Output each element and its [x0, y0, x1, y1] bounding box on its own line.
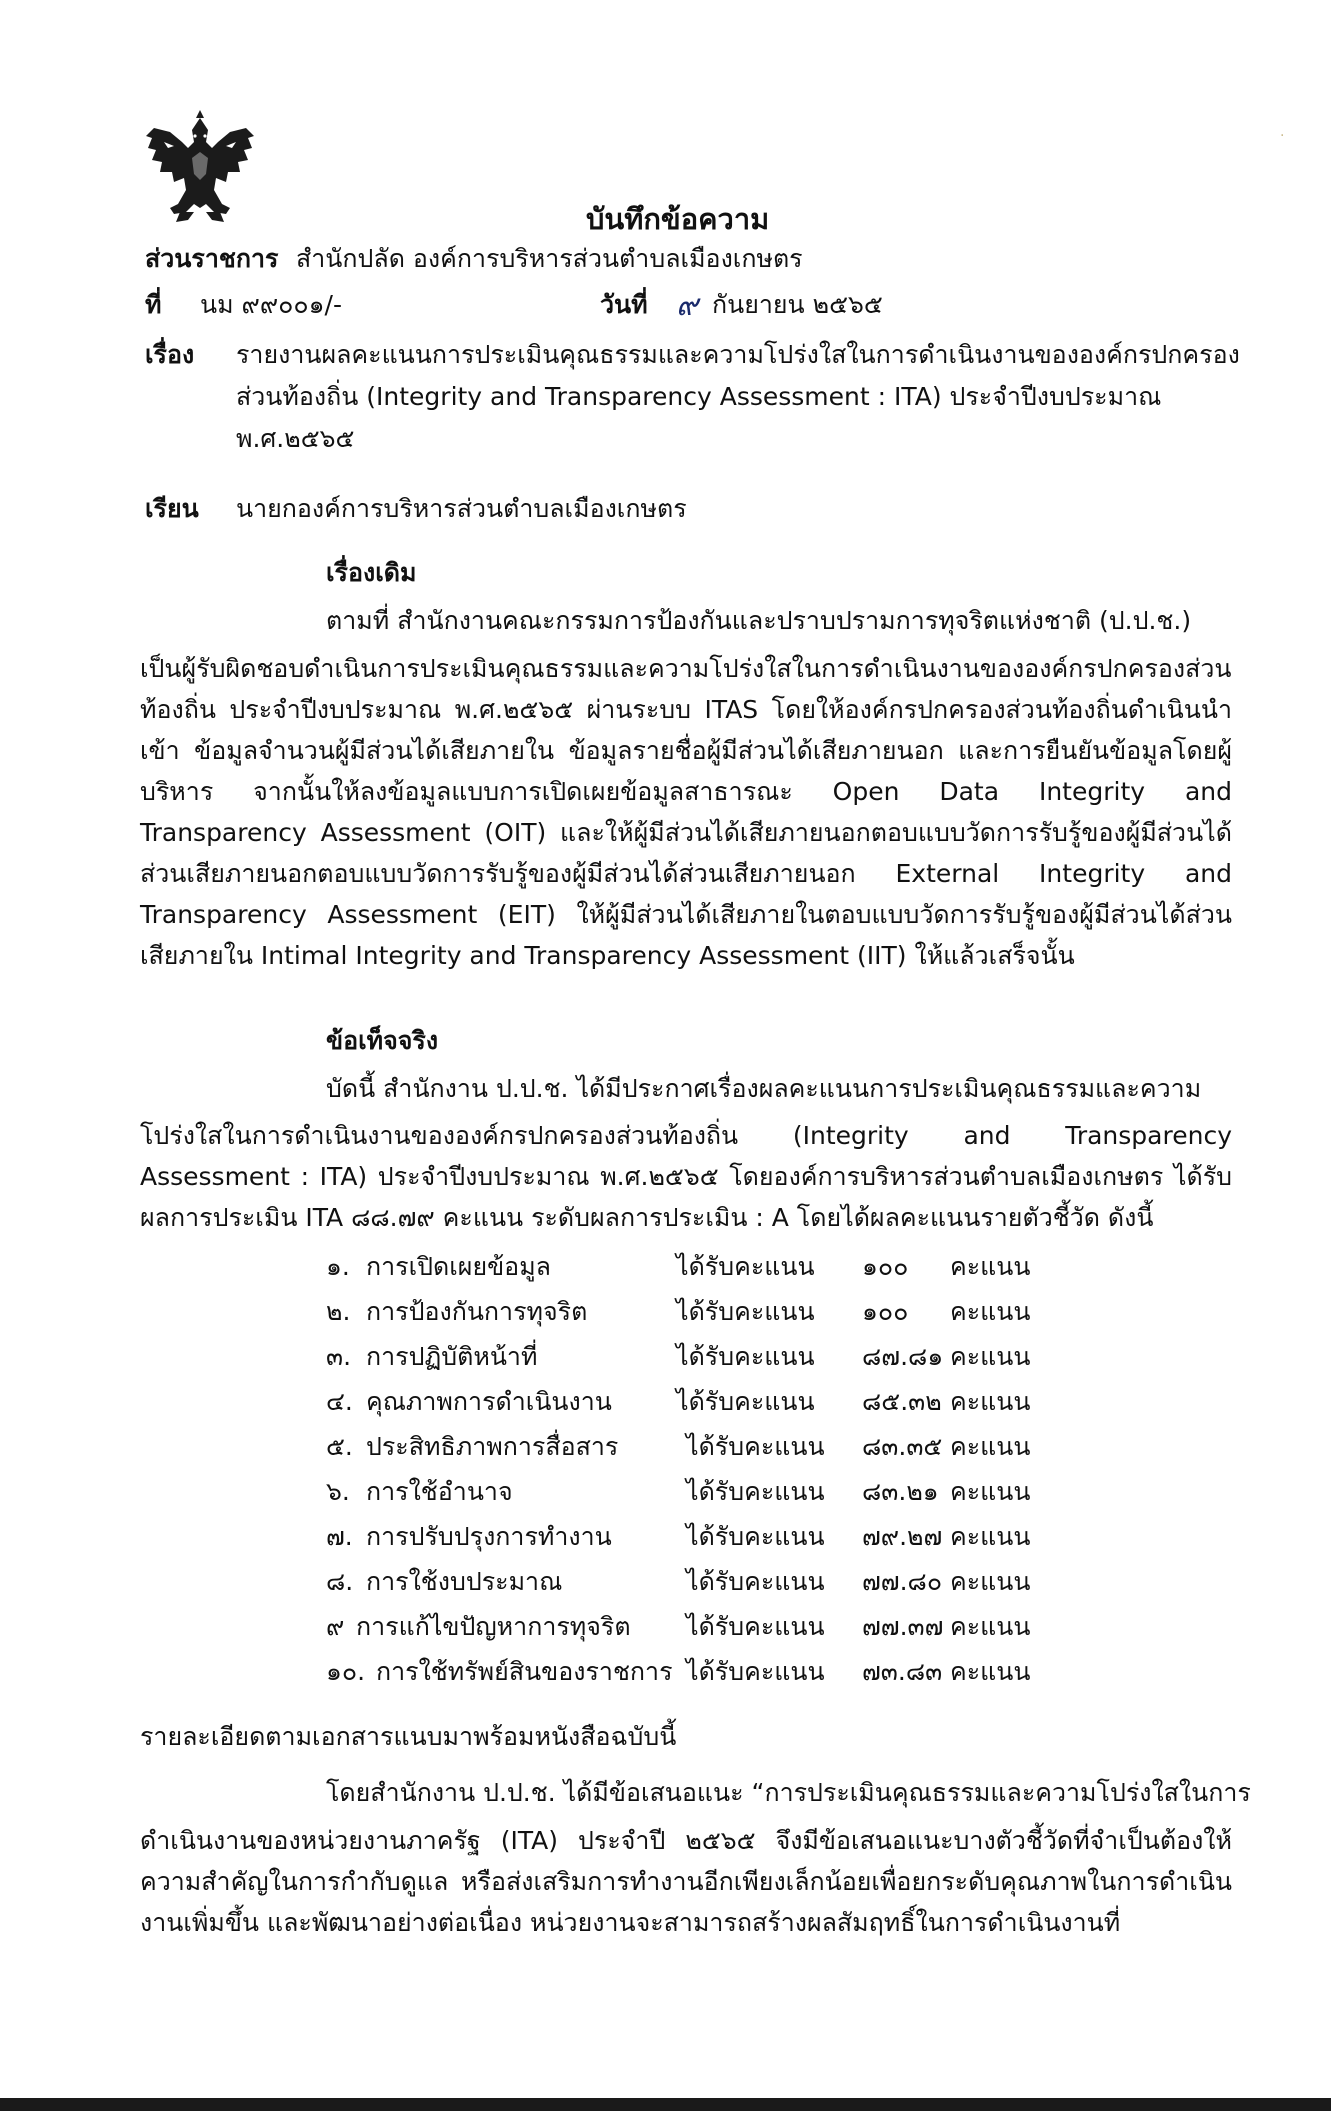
score-row	[0, 1655, 1331, 1699]
score-value: ๗๙.๒๗	[862, 1522, 943, 1551]
date-month-year: กันยายน ๒๕๖๕	[712, 290, 883, 319]
score-number: ๑.	[326, 1252, 350, 1281]
garuda-emblem-icon	[140, 108, 260, 226]
score-row	[0, 1295, 1331, 1339]
score-row	[0, 1610, 1331, 1654]
score-value: ๑๐๐	[862, 1252, 909, 1281]
score-unit-label: คะแนน	[950, 1342, 1031, 1371]
score-received-label: ได้รับคะแนน	[686, 1432, 825, 1461]
score-indicator-name: การป้องกันการทุจริต	[366, 1297, 588, 1326]
score-indicator-name: การปรับปรุงการทำงาน	[366, 1522, 612, 1551]
score-unit-label: คะแนน	[950, 1477, 1031, 1506]
score-number: ๔.	[326, 1387, 353, 1416]
score-indicator-name: การใช้ทรัพย์สินของราชการ	[376, 1657, 673, 1686]
score-number: ๖.	[326, 1477, 350, 1506]
score-received-label: ได้รับคะแนน	[686, 1612, 825, 1641]
facts-first-line: บัดนี้ สำนักงาน ป.ป.ช. ได้มีประกาศเรื่องผลคะแนนการประเมินคุณธรรมและความ	[326, 1074, 1202, 1103]
score-indicator-name: คุณภาพการดำเนินงาน	[366, 1387, 612, 1416]
subject-line-2: ส่วนท้องถิ่น (Integrity and Transparency Assessment : ITA) ประจำปีงบประมาณ	[236, 382, 1162, 411]
subject-line-1: รายงานผลคะแนนการประเมินคุณธรรมและความโปร่งใสในการดำเนินงานขององค์กรปกครอง	[236, 340, 1240, 369]
score-row	[0, 1250, 1331, 1294]
ref-value: นม ๙๙๐๐๑/-	[200, 290, 342, 319]
background-heading: เรื่องเดิม	[326, 558, 417, 587]
score-number: ๕.	[326, 1432, 353, 1461]
score-row	[0, 1475, 1331, 1519]
score-number: ๓.	[326, 1342, 352, 1371]
score-unit-label: คะแนน	[950, 1657, 1031, 1686]
attachment-note: รายละเอียดตามเอกสารแนบมาพร้อมหนังสือฉบับนี้	[140, 1722, 677, 1751]
score-indicator-name: การใช้งบประมาณ	[366, 1567, 563, 1596]
score-unit-label: คะแนน	[950, 1432, 1031, 1461]
scan-speck: ·	[1280, 128, 1285, 144]
score-number: ๙	[326, 1612, 345, 1641]
score-indicator-name: การแก้ไขปัญหาการทุจริต	[356, 1612, 631, 1641]
background-first-line: ตามที่ สำนักงานคณะกรรมการป้องกันและปราบปรามการทุจริตแห่งชาติ (ป.ป.ช.)	[326, 606, 1192, 635]
score-row	[0, 1385, 1331, 1429]
recommendation-first-line: โดยสำนักงาน ป.ป.ช. ได้มีข้อเสนอแนะ “การประเมินคุณธรรมและความโปร่งใสในการ	[326, 1778, 1251, 1807]
score-received-label: ได้รับคะแนน	[676, 1342, 815, 1371]
score-value: ๗๗.๘๐	[862, 1567, 943, 1596]
score-number: ๗.	[326, 1522, 353, 1551]
score-value: ๘๕.๓๒	[862, 1387, 942, 1416]
score-row	[0, 1565, 1331, 1609]
score-unit-label: คะแนน	[950, 1612, 1031, 1641]
memo-title: บันทึกข้อความ	[586, 202, 770, 236]
score-received-label: ได้รับคะแนน	[686, 1657, 825, 1686]
to-label: เรียน	[145, 494, 199, 523]
score-received-label: ได้รับคะแนน	[686, 1567, 825, 1596]
agency-value: สำนักปลัด องค์การบริหารส่วนตำบลเมืองเกษตร	[296, 244, 803, 273]
agency-label: ส่วนราชการ	[145, 244, 279, 273]
date-day-handwritten: ๙	[676, 288, 698, 323]
to-value: นายกองค์การบริหารส่วนตำบลเมืองเกษตร	[236, 494, 687, 523]
score-received-label: ได้รับคะแนน	[676, 1297, 815, 1326]
score-row	[0, 1340, 1331, 1384]
score-unit-label: คะแนน	[950, 1567, 1031, 1596]
score-unit-label: คะแนน	[950, 1387, 1031, 1416]
score-value: ๘๗.๘๑	[862, 1342, 944, 1371]
score-number: ๑๐.	[326, 1657, 366, 1686]
score-unit-label: คะแนน	[950, 1297, 1031, 1326]
score-received-label: ได้รับคะแนน	[686, 1522, 825, 1551]
scan-edge-bar	[0, 2098, 1331, 2111]
score-indicator-name: การปฏิบัติหน้าที่	[366, 1342, 538, 1371]
facts-heading: ข้อเท็จจริง	[326, 1026, 439, 1055]
subject-line-3: พ.ศ.๒๕๖๕	[236, 424, 355, 453]
subject-label: เรื่อง	[145, 340, 195, 369]
score-indicator-name: การใช้อำนาจ	[366, 1477, 513, 1506]
score-value: ๘๓.๒๑	[862, 1477, 939, 1506]
facts-body: โปร่งใสในการดำเนินงานขององค์กรปกครองส่วนท้องถิ่น (Integrity and Transparency Assessment : ITA) ประจำปีงบประมาณ พ.ศ.๒๕๖๕ โดยองค์การบริหารส่วนตำบลเมืองเกษตร ได้รับผลการประเมิน ITA ๘๘.๗๙ คะแนน ระดับผลการประเมิน : A โดยได้ผลคะแนนรายตัวชี้วัด ดังนี้	[140, 1121, 1232, 1232]
score-unit-label: คะแนน	[950, 1522, 1031, 1551]
score-unit-label: คะแนน	[950, 1252, 1031, 1281]
score-number: ๒.	[326, 1297, 351, 1326]
background-body: เป็นผู้รับผิดชอบดำเนินการประเมินคุณธรรมและความโปร่งใสในการดำเนินงานขององค์กรปกครองส่วนท้องถิ่น ประจำปีงบประมาณ พ.ศ.๒๕๖๕ ผ่านระบบ ITAS โดยให้องค์กรปกครองส่วนท้องถิ่นดำเนินนำเข้า ข้อมูลจำนวนผู้มีส่วนได้เสียภายใน ข้อมูลรายชื่อผู้มีส่วนได้เสียภายนอก และการยืนยันข้อมูลโดยผู้บริหาร จากนั้นให้ลงข้อมูลแบบการเปิดเผยข้อมูลสาธารณะ Open Data Integrity and Transparency Assessment (OIT) และให้ผู้มีส่วนได้เสียภายนอกตอบแบบวัดการรับรู้ของผู้มีส่วนได้ส่วนเสียภายนอกตอบแบบวัดการรับรู้ของผู้มีส่วนได้ส่วนเสียภายนอก External Integrity and Transparency Assessment (EIT) ให้ผู้มีส่วนได้เสียภายในตอบแบบวัดการรับรู้ของผู้มีส่วนได้ส่วนเสียภายใน Intimal Integrity and Transparency Assessment (IIT) ให้แล้วเสร็จนั้น	[140, 654, 1232, 970]
scores-list	[0, 1250, 1331, 1710]
score-received-label: ได้รับคะแนน	[686, 1477, 825, 1506]
score-value: ๘๓.๓๕	[862, 1432, 943, 1461]
date-label: วันที่	[600, 290, 648, 319]
ref-label: ที่	[145, 290, 162, 319]
score-number: ๘.	[326, 1567, 354, 1596]
score-value: ๑๐๐	[862, 1297, 909, 1326]
score-indicator-name: ประสิทธิภาพการสื่อสาร	[366, 1432, 619, 1461]
score-value: ๗๓.๘๓	[862, 1657, 943, 1686]
score-row	[0, 1430, 1331, 1474]
score-indicator-name: การเปิดเผยข้อมูล	[366, 1252, 551, 1281]
score-received-label: ได้รับคะแนน	[676, 1252, 815, 1281]
recommendation-body: ดำเนินงานของหน่วยงานภาครัฐ (ITA) ประจำปี ๒๕๖๕ จึงมีข้อเสนอแนะบางตัวชี้วัดที่จำเป็นต้องให้ความสำคัญในการกำกับดูแล หรือส่งเสริมการทำงานอีกเพียงเล็กน้อยเพื่อยกระดับคุณภาพในการดำเนินงานเพิ่มขึ้น และพัฒนาอย่างต่อเนื่อง หน่วยงานจะสามารถสร้างผลสัมฤทธิ์ในการดำเนินงานที่	[140, 1826, 1232, 1937]
score-received-label: ได้รับคะแนน	[676, 1387, 815, 1416]
score-row	[0, 1520, 1331, 1564]
score-value: ๗๗.๓๗	[862, 1612, 944, 1641]
